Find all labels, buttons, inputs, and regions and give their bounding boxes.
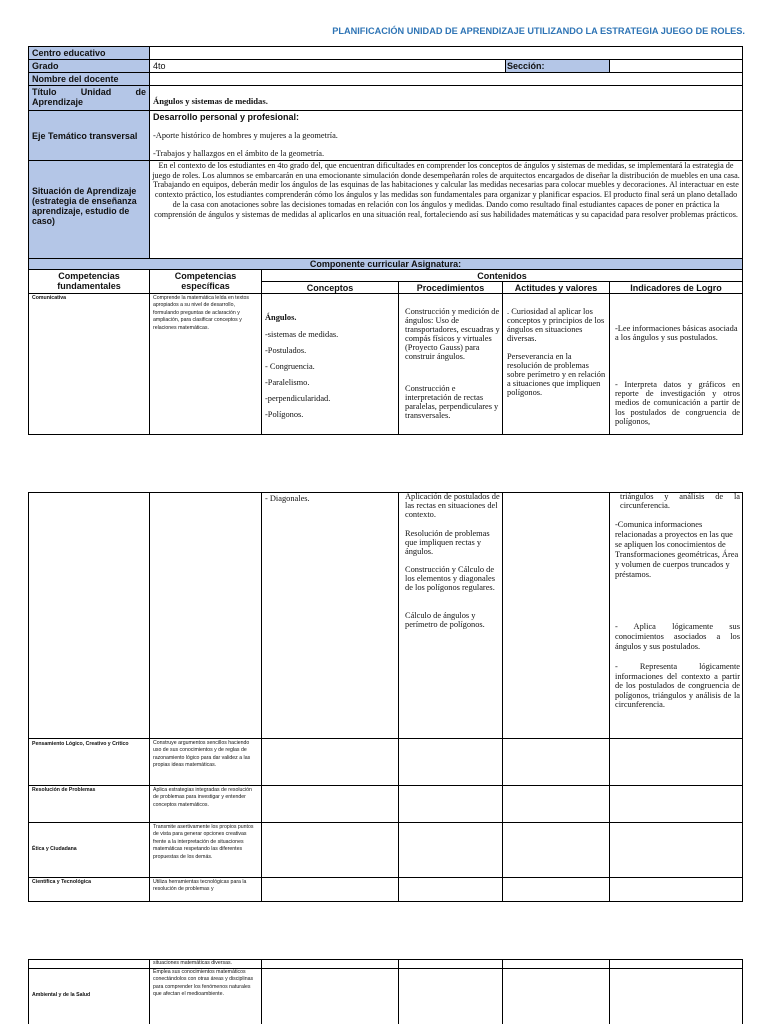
indicador-5: - Representa lógicamente informaciones del contexto a partir de los postulados de congruencia de polígonos, triángulos y análisis de la circunferencia. <box>615 662 740 709</box>
grado-value: 4to <box>153 61 166 71</box>
docente-label: Nombre del docente <box>32 74 119 84</box>
concepto-5: -perpendicularidad. <box>265 394 331 403</box>
indicador-2: - Interpreta datos y gráficos en reporte de investigación y otros medios de comunicación a partir de los postulados de congruencia de polígonos, <box>615 380 740 426</box>
eje-line-1: Desarrollo personal y profesional: <box>153 112 300 122</box>
proc-6: Cálculo de ángulos y perímetro de polígonos. <box>405 611 485 629</box>
proc-2: Construcción e interpretación de rectas paralelas, perpendiculares y transversales. <box>405 384 499 420</box>
centro-label: Centro educativo <box>32 48 106 58</box>
concepto-2: -Postulados. <box>265 346 307 355</box>
col-contenidos: Contenidos <box>477 271 527 281</box>
esp-comunicativa: Comprende la matemática leída en textos apropiados a su nivel de desarrollo, formulando preguntas de aclaración y ampliación, para clasificar conceptos y relaciones matemáticas. <box>153 295 250 331</box>
col-indicadores: Indicadores de Logro <box>630 283 722 293</box>
fund-cientifica: Científica y Tecnológica <box>32 879 91 885</box>
fund-ambiental: Ambiental y de la Salud <box>32 992 91 998</box>
actitud-2: Perseverancia en la resolución de problemas sobre perímetro y en relación a situaciones que impliquen polígonos. <box>507 352 606 397</box>
concepto-diagonales: - Diagonales. <box>265 494 310 503</box>
proc-4: Resolución de problemas que impliquen rectas y ángulos. <box>405 529 490 556</box>
col-procedimientos: Procedimientos <box>416 283 485 293</box>
situacion-label: Situación de Aprendizaje (estrategia de enseñanza aprendizaje, estudio de caso) <box>32 186 137 226</box>
indicador-4: - Aplica lógicamente sus conocimientos asociados a los ángulos y sus postulados. <box>615 622 740 651</box>
esp-cientifica-cont: situaciones matemáticas diversas. <box>153 960 232 966</box>
eje-line-2: -Aporte histórico de hombres y mujeres a la geometría. <box>153 131 338 140</box>
esp-resolucion: Aplica estrategias integradas de resolución de problemas para investigar y entender conceptos matemáticos. <box>153 787 252 808</box>
fund-resolucion: Resolución de Problemas <box>32 787 96 793</box>
proc-1: Construcción y medición de ángulos: Uso de transportadores, escuadras y compás físicos y virtuales (Proyecto Gauss) para construir ángulos. <box>405 307 500 361</box>
fund-pensamiento: Pensamiento Lógico, Creativo y Crítico <box>32 741 129 747</box>
concepto-3: - Congruencia. <box>265 362 315 371</box>
eje-line-3: -Trabajos y hallazgos en el ámbito de la geometría. <box>153 149 325 158</box>
titulo-label: Título Unidad de Aprendizaje <box>32 87 146 107</box>
seccion-label: Sección: <box>507 61 545 71</box>
fund-comunicativa: Comunicativa <box>32 295 67 301</box>
indicador-2-cont: triángulos y análisis de la circunferencia. <box>620 492 740 510</box>
grado-label: Grado <box>32 61 59 71</box>
curricular-title: Componente curricular Asignatura: <box>309 259 462 269</box>
concepto-4: -Paralelismo. <box>265 378 310 387</box>
col-fund: Competencias fundamentales <box>57 271 121 291</box>
col-actitudes: Actitudes y valores <box>514 283 598 293</box>
proc-3: Aplicación de postulados de las rectas en situaciones del contexto. <box>405 492 500 519</box>
concepto-1: -sistemas de medidas. <box>265 330 339 339</box>
col-esp: Competencias específicas <box>174 271 237 291</box>
concepto-6: -Polígonos. <box>265 410 304 419</box>
situacion-text: En el contexto de los estudiantes en 4to grado del, que encuentran dificultades en comprender los conceptos de ángulos y sistemas de medidas, se implementará la estrategia de juego de roles. Los alumnos se embarcarán en una emocionante simulación donde desempeñarán roles de arquitectos encargados de diseñar la distribución de muebles en una casa. Trabajando en equipos, deberán medir los ángulos de las esquinas de las habitaciones y calcular las medidas necesarias para colocar muebles y decoraciones. Al interactuar en este contexto práctico, los estudiantes comprenderán cómo los ángulos y las medidas son fundamentales para organizar y planificar espacios. El producto final será un plano detallado de la casa con anotaciones sobre las decisiones tomadas en relación con los ángulos y medidas. Dando como resultado final estudiantes capaces de poner en práctica la comprensión de ángulos y sistemas de medidas al aplicarlos en una situación real, fortaleciendo así sus habilidades matemáticas y su capacidad para resolver problemas prácticos. <box>152 161 740 219</box>
esp-etica: Transmite asertivamente los propios puntos de vista para generar opciones creativas frente a la interpretación de situaciones matemáticas respetando las diferentes propuestas de los demás. <box>153 824 254 860</box>
eje-label: Eje Temático transversal <box>32 131 138 141</box>
indicador-3: -Comunica informaciones relacionadas a proyectos en las que se apliquen los conocimientos de Transformaciones geométricas, Área y volumen de cuerpos truncados y préstamos. <box>615 520 739 579</box>
document-title: PLANIFICACIÓN UNIDAD DE APRENDIZAJE UTILIZANDO LA ESTRATEGIA JUEGO DE ROLES. <box>332 26 745 36</box>
esp-ambiental: Emplea sus conocimientos matemáticos conectándolos con otras áreas y disciplinas para comprender los fenómenos naturales que afectan el medioambiente. <box>153 969 254 998</box>
esp-cientifica: Utiliza herramientas tecnológicas para la resolución de problemas y <box>153 879 247 893</box>
actitud-1: . Curiosidad al aplicar los conceptos y principios de los ángulos en situaciones diversas. <box>507 307 605 343</box>
proc-5: Construcción y Cálculo de los elementos y diagonales de los polígonos regulares. <box>405 565 496 592</box>
concepto-0: Ángulos. <box>265 313 297 322</box>
fund-etica: Ética y Ciudadana <box>32 846 77 852</box>
titulo-value: Ángulos y sistemas de medidas. <box>153 96 268 106</box>
col-conceptos: Conceptos <box>306 283 354 293</box>
esp-pensamiento: Construye argumentos sencillos haciendo uso de sus conocimientos y de reglas de razonamiento lógico para dar validez a las propias ideas matemáticas. <box>153 740 251 769</box>
indicador-1: -Lee informaciones básicas asociada a los ángulos y sus postulados. <box>615 324 738 343</box>
